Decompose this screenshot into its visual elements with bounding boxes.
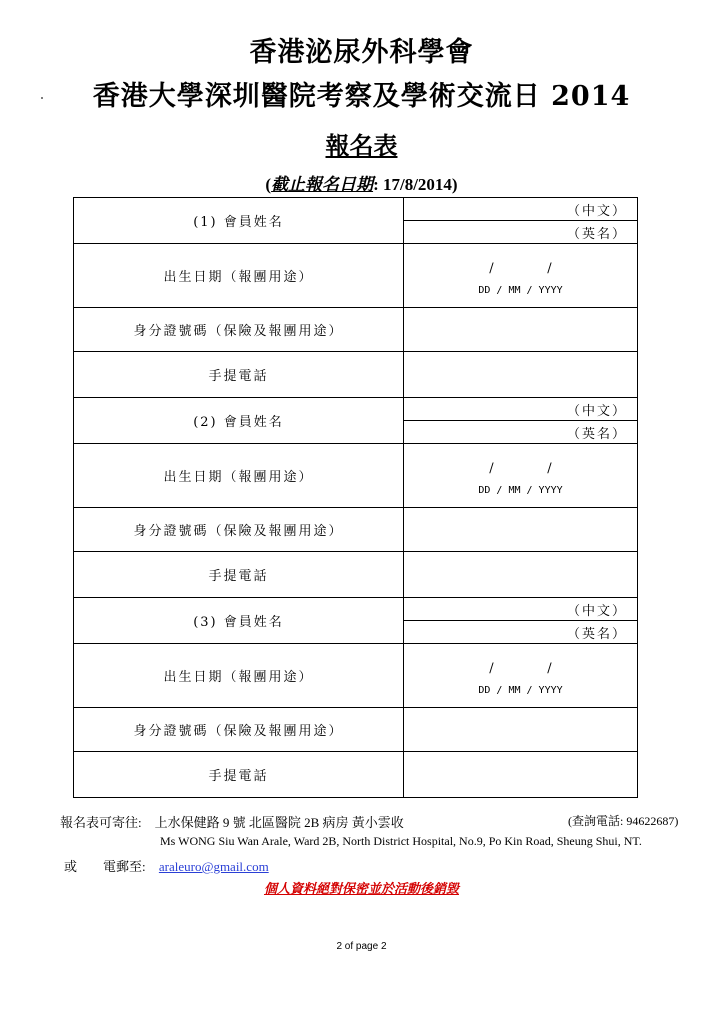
deadline: (截止報名日期: 17/8/2014) [265,175,458,194]
dob-field[interactable]: / / DD / MM / YYYY [404,244,638,308]
name-chinese-field[interactable]: （中文） [404,398,638,421]
dob-field[interactable]: / / DD / MM / YYYY [404,644,638,708]
mobile-field[interactable] [404,752,638,798]
registration-table [73,197,638,798]
dob-label: 出生日期（報團用途） [74,244,404,308]
society-title: 香港泌尿外科學會 [249,37,474,68]
member-name-label: (2) 會員姓名 [74,398,404,444]
name-chinese-field[interactable]: （中文） [404,598,638,621]
mobile-label: 手提電話 [74,352,404,398]
page-number: 2 of page 2 [336,941,387,952]
form-title: 報名表 [325,131,398,160]
mobile-field[interactable] [404,352,638,398]
member-name-label: (3) 會員姓名 [74,598,404,644]
email-link[interactable]: araleuro@gmail.com [158,859,269,874]
mobile-field[interactable] [404,552,638,598]
name-chinese-field[interactable]: （中文） [404,198,638,221]
id-field[interactable] [404,708,638,752]
dob-label: 出生日期（報團用途） [74,444,404,508]
dob-label: 出生日期（報團用途） [74,644,404,708]
id-field[interactable] [404,308,638,352]
dob-format: DD / MM / YYYY [478,484,563,496]
deadline-label: 截止報名日期 [271,175,374,194]
mobile-label: 手提電話 [74,752,404,798]
email-line [64,856,269,875]
or-label: 或 [64,859,78,874]
privacy-note: 個人資料絕對保密並於活動後銷毀 [263,881,459,896]
mail-address-en: Ms WONG Siu Wan Arale, Ward 2B, North District Hospital, No.9, Po Kin Road, Sheung Shui, NT. [160,834,642,848]
mobile-label: 手提電話 [74,552,404,598]
dob-format: DD / MM / YYYY [478,284,563,296]
deadline-value: : 17/8/2014) [373,175,458,194]
id-label: 身分證號碼（保險及報團用途） [74,508,404,552]
event-title: 香港大學深圳醫院考察及學術交流日 2014 [92,81,631,112]
mail-label: 報名表可寄往: [60,815,142,830]
id-label: 身分證號碼（保險及報團用途） [74,708,404,752]
name-english-field[interactable]: （英名） [404,221,638,244]
email-label: 電郵至: [103,859,146,874]
id-field[interactable] [404,508,638,552]
enquiry-phone: (查詢電話: 94622687) [568,814,679,828]
mail-address-cn: 上水保健路 9 號 北區醫院 2B 病房 黃小雲收 [154,815,404,830]
dob-field[interactable]: / / DD / MM / YYYY [404,444,638,508]
dob-format: DD / MM / YYYY [478,684,563,696]
mail-line [60,812,679,831]
id-label: 身分證號碼（保險及報團用途） [74,308,404,352]
name-english-field[interactable]: （英名） [404,621,638,644]
member-name-label: (1) 會員姓名 [74,198,404,244]
name-english-field[interactable]: （英名） [404,421,638,444]
